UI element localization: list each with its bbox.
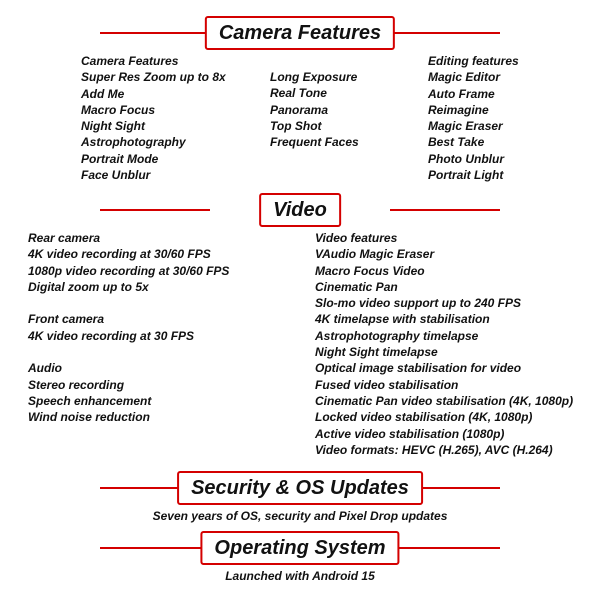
list-item: Night Sight timelapse xyxy=(315,345,438,360)
list-item: Rear camera xyxy=(28,231,101,245)
security-title: Security & OS Updates xyxy=(177,471,423,505)
list-item: Fused video stabilisation xyxy=(315,377,459,392)
spacer xyxy=(28,295,229,311)
list-item: Frequent Faces xyxy=(270,135,359,150)
list-item: Wind noise reduction xyxy=(28,410,150,425)
list-item: Top Shot xyxy=(270,118,322,133)
list-item: Astrophotography timelapse xyxy=(315,328,479,343)
list-item: Panorama xyxy=(270,102,329,117)
list-item: Portrait Mode xyxy=(81,151,159,166)
list-item: 1080p video recording at 30/60 FPS xyxy=(28,263,230,278)
list-item: Add Me xyxy=(81,86,125,101)
list-item: Stereo recording xyxy=(28,377,125,392)
list-item: Audio xyxy=(28,361,62,376)
list-item: Long Exposure xyxy=(270,70,358,84)
heading-rule-right xyxy=(390,32,500,34)
list-item: Video features xyxy=(315,231,398,245)
list-item: Cinematic Pan video stabilisation (4K, 1080p) xyxy=(315,393,574,408)
list-item: Macro Focus Video xyxy=(315,263,425,278)
list-item: 4K video recording at 30/60 FPS xyxy=(28,247,211,262)
list-item: 4K video recording at 30 FPS xyxy=(28,328,195,343)
list-item: Best Take xyxy=(428,135,485,150)
camera-features-col1 xyxy=(81,53,226,183)
list-item: 4K timelapse with stabilisation xyxy=(315,312,490,327)
video-heading xyxy=(0,193,600,227)
video-left-col xyxy=(28,230,229,426)
security-heading xyxy=(0,471,600,505)
video-right-col xyxy=(315,230,573,458)
list-item: Night Sight xyxy=(81,119,145,134)
os-text: Launched with Android 15 xyxy=(225,569,375,583)
list-item: Slo-mo video support up to 240 FPS xyxy=(315,296,522,311)
video-title: Video xyxy=(259,193,341,227)
heading-rule-left xyxy=(100,209,210,211)
os-title: Operating System xyxy=(200,531,399,565)
security-text: Seven years of OS, security and Pixel Drop updates xyxy=(152,509,448,523)
list-item: Locked video stabilisation (4K, 1080p) xyxy=(315,410,533,425)
list-item: Video formats: HEVC (H.265), AVC (H.264) xyxy=(315,442,553,457)
list-item: Cinematic Pan xyxy=(315,279,398,294)
os-heading xyxy=(0,531,600,565)
list-item: Photo Unblur xyxy=(428,151,504,166)
list-item: Face Unblur xyxy=(81,168,151,183)
list-item: Auto Frame xyxy=(428,86,495,101)
list-item: Front camera xyxy=(28,312,105,327)
camera-features-title: Camera Features xyxy=(205,16,395,50)
list-item: Editing features xyxy=(428,54,519,68)
list-item: Astrophotography xyxy=(81,135,186,150)
camera-features-heading xyxy=(0,16,600,50)
heading-rule-left xyxy=(100,32,210,34)
list-item: Camera Features xyxy=(81,54,179,68)
list-item: Magic Editor xyxy=(428,70,501,85)
list-item: Reimagine xyxy=(428,102,489,117)
list-item: VAudio Magic Eraser xyxy=(315,247,435,262)
list-item: Speech enhancement xyxy=(28,393,152,408)
heading-rule-left xyxy=(100,547,210,549)
camera-features-col2 xyxy=(270,69,359,150)
list-item: Super Res Zoom up to 8x xyxy=(81,70,226,85)
camera-features-col3 xyxy=(428,53,519,183)
list-item: Optical image stabilisation for video xyxy=(315,361,522,376)
list-item: Portrait Light xyxy=(428,168,504,183)
heading-rule-right xyxy=(390,209,500,211)
heading-rule-right xyxy=(390,547,500,549)
list-item: Real Tone xyxy=(270,86,327,101)
list-item: Macro Focus xyxy=(81,102,156,117)
list-item: Digital zoom up to 5x xyxy=(28,279,149,294)
list-item: Active video stabilisation (1080p) xyxy=(315,426,505,441)
list-item: Magic Eraser xyxy=(428,119,503,134)
spacer xyxy=(28,344,229,360)
